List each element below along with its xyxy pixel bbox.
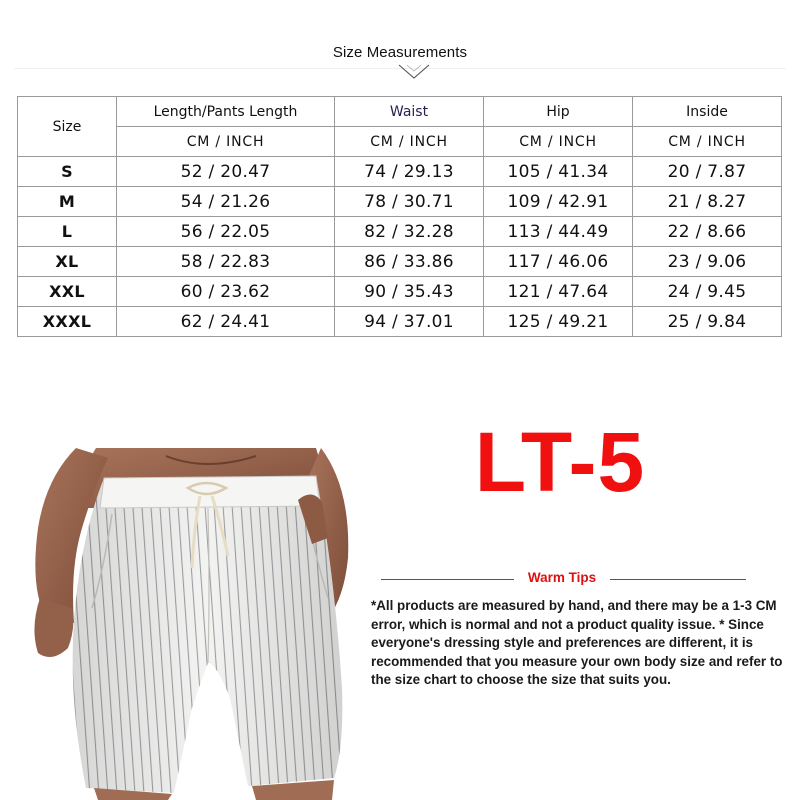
chevron-down-icon xyxy=(397,61,431,81)
length-cell: 60 / 23.62 xyxy=(117,277,335,307)
inside-cell: 25 / 9.84 xyxy=(633,307,782,337)
length-cell: 52 / 20.47 xyxy=(117,157,335,187)
inside-cell: 24 / 9.45 xyxy=(633,277,782,307)
length-column-header: Length/Pants Length xyxy=(117,97,335,127)
length-cell: 58 / 22.83 xyxy=(117,247,335,277)
warm-tips-text: *All products are measured by hand, and there may be a 1-3 CM error, which is normal and not a product quality issue. * Since everyone's dressing style and preferences are different, it is recommended that you measure your own body size and refer to the size chart to choose the size that suits you. xyxy=(371,598,783,687)
table-row xyxy=(18,277,782,307)
waist-cell: 94 / 37.01 xyxy=(335,307,484,337)
table-row xyxy=(18,157,782,187)
waist-cell: 78 / 30.71 xyxy=(335,187,484,217)
unit-label: CM / INCH xyxy=(335,127,484,157)
hip-cell: 109 / 42.91 xyxy=(484,187,633,217)
unit-label: CM / INCH xyxy=(117,127,335,157)
hip-cell: 121 / 47.64 xyxy=(484,277,633,307)
unit-label: CM / INCH xyxy=(484,127,633,157)
hip-cell: 117 / 46.06 xyxy=(484,247,633,277)
size-column-header: Size xyxy=(18,97,117,157)
length-cell: 62 / 24.41 xyxy=(117,307,335,337)
waist-cell: 74 / 29.13 xyxy=(335,157,484,187)
size-measurements-title: Size Measurements xyxy=(332,44,468,61)
length-cell: 56 / 22.05 xyxy=(117,217,335,247)
size-chart-table xyxy=(17,96,782,337)
product-photo xyxy=(16,448,358,800)
size-cell: XXXL xyxy=(18,307,117,337)
hip-cell: 105 / 41.34 xyxy=(484,157,633,187)
tips-divider-left xyxy=(381,579,514,580)
hip-cell: 125 / 49.21 xyxy=(484,307,633,337)
size-cell: M xyxy=(18,187,117,217)
waist-cell: 82 / 32.28 xyxy=(335,217,484,247)
inside-cell: 23 / 9.06 xyxy=(633,247,782,277)
length-cell: 54 / 21.26 xyxy=(117,187,335,217)
table-row xyxy=(18,217,782,247)
model-code-label: LT-5 xyxy=(474,415,646,509)
hip-column-header: Hip xyxy=(484,97,633,127)
inside-cell: 21 / 8.27 xyxy=(633,187,782,217)
waist-cell: 90 / 35.43 xyxy=(335,277,484,307)
unit-label: CM / INCH xyxy=(633,127,782,157)
tips-divider-right xyxy=(610,579,746,580)
inside-cell: 20 / 7.87 xyxy=(633,157,782,187)
table-row xyxy=(18,307,782,337)
waist-cell: 86 / 33.86 xyxy=(335,247,484,277)
size-cell: S xyxy=(18,157,117,187)
size-cell: L xyxy=(18,217,117,247)
inside-column-header: Inside xyxy=(633,97,782,127)
waist-column-header: Waist xyxy=(335,97,484,127)
table-row xyxy=(18,187,782,217)
warm-tips-title: Warm Tips xyxy=(527,570,597,585)
size-cell: XXL xyxy=(18,277,117,307)
table-row xyxy=(18,247,782,277)
inside-cell: 22 / 8.66 xyxy=(633,217,782,247)
hip-cell: 113 / 44.49 xyxy=(484,217,633,247)
size-cell: XL xyxy=(18,247,117,277)
